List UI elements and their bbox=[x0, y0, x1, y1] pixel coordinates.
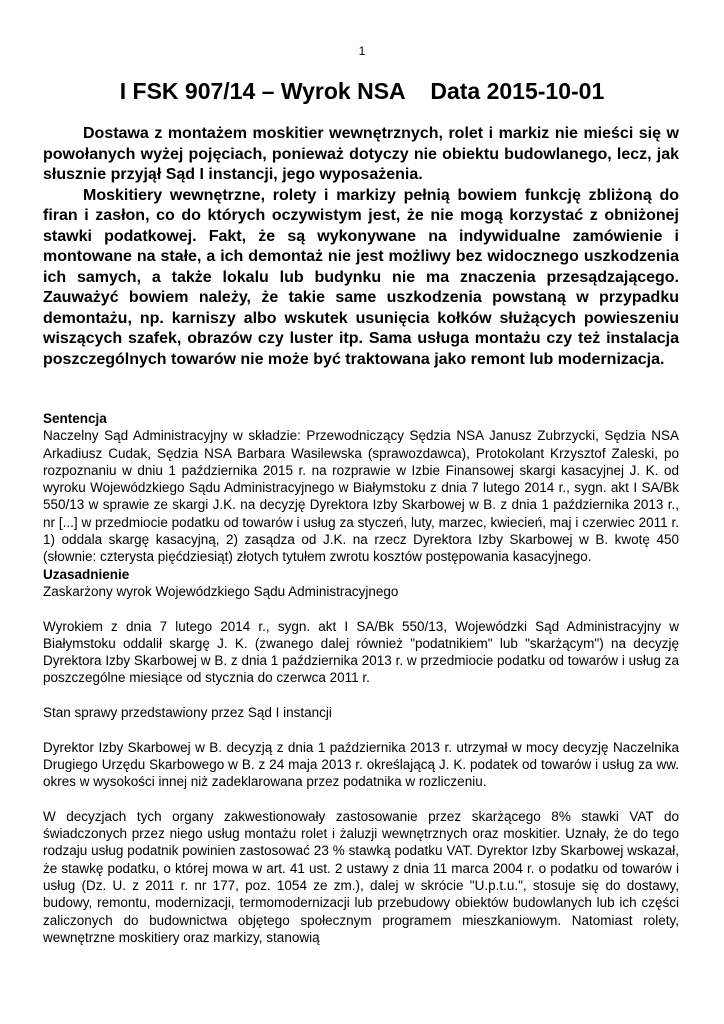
page-number: 1 bbox=[358, 44, 366, 58]
summary-paragraph: Dostawa z montażem moskitier wewnętrznych, rolet i markiz nie mieści się w powołanych wyżej pojęciach, ponieważ dotyczy nie obiektu budowlanego, lecz, jak słusznie przyjął Sąd I instancji, jego wyposażenia. bbox=[43, 125, 679, 183]
summary-paragraph: Moskitiery wewnętrzne, rolety i markizy pełnią bowiem funkcję zbliżoną do firan i zasłon, co do których oczywistym jest, że nie mogą korzystać z obniżonej stawki podatkowej. Fakt, że są wykonywane na indywidualne zamówienie i montowane na stałe, a ich demontaż nie jest możliwy bez widocznego uszkodzenia ich samych, a także lokalu lub budynku nie ma znaczenia przesądzającego. Zauważyć bowiem należy, że takie same uszkodzenia powstaną w przypadku demontażu, np. karniszy albo wskutek usunięcia kołków służących powieszeniu wiszących szafek, obrazów czy luster itp. Sama usługa montażu czy też instalacja poszczególnych towarów nie może być traktowana jako remont lub modernizacja. bbox=[43, 186, 679, 368]
judgment-body bbox=[43, 410, 679, 946]
uzasadnienie-paragraph: Dyrektor Izby Skarbowej w B. decyzją z dnia 1 października 2013 r. utrzymał w mocy decyzję Naczelnika Drugiego Urzędu Skarbowego w B. z 24 maja 2013 r. określającą J. K. podatek od towarów i usług za ww. okres w wysokości innej niż zadeklarowana przez podatnika w rozliczeniu. bbox=[43, 739, 679, 790]
sentencja-text: Naczelny Sąd Administracyjny w składzie: Przewodniczący Sędzia NSA Janusz Zubrzycki, Sędzia NSA Arkadiusz Cudak, Sędzia NSA Barbara Wasilewska (sprawozdawca), Protokolant Krzysztof Zaleski, po rozpoznaniu w dniu 1 października 2015 r. na rozprawie w Izbie Finansowej skargi kasacyjnej J. K. od wyroku Wojewódzkiego Sądu Administracyjnego w Białymstoku z dnia 7 lutego 2014 r., sygn. akt I SA/Bk 550/13 w sprawie ze skargi J.K. na decyzję Dyrektora Izby Skarbowej w B. z dnia 1 października 2013 r., nr [...] w przedmiocie podatku od towarów i usług za styczeń, luty, marzec, kwiecień, maj i czerwiec 2011 r. 1) oddala skargę kasacyjną, 2) zasądza od J.K. na rzecz Dyrektora Izby Skarbowej w B. kwotę 450 (słownie: czterysta pięćdziesiąt) złotych tytułem zwrotu kosztów postępowania kasacyjnego. bbox=[43, 428, 679, 565]
summary-block bbox=[43, 124, 679, 370]
page-title: I FSK 907/14 – Wyrok NSA Data 2015-10-01 bbox=[119, 78, 605, 104]
uzasadnienie-paragraph: W decyzjach tych organy zakwestionowały zastosowanie przez skarżącego 8% stawki VAT do świadczonych przez niego usług montażu rolet i żaluzji wewnętrznych oraz moskitier. Uznały, że do tego rodzaju usług podatnik powinien zastosować 23 % stawką podatku VAT. Dyrektor Izby Skarbowej wskazał, że stawkę podatku, o której mowa w art. 41 ust. 2 ustawy z dnia 11 marca 2004 r. o podatku od towarów i usług (Dz. U. z 2011 r. nr 177, poz. 1054 ze zm.), dalej w skrócie "U.p.t.u.", stosuje się do dostawy, budowy, remontu, modernizacji, termomodernizacji lub przebudowy obiektów budowlanych lub ich części zaliczonych do budownictwa objętego społecznym programem mieszkaniowym. Natomiast rolety, wewnętrzne moskitiery oraz markizy, stanowią bbox=[43, 808, 679, 945]
uzasadnienie-heading: Uzasadnienie bbox=[43, 566, 130, 582]
uzasadnienie-paragraph: Wyrokiem z dnia 7 lutego 2014 r., sygn. akt I SA/Bk 550/13, Wojewódzki Sąd Administracyjny w Białymstoku oddalił skargę J. K. (zwanego dalej również "podatnikiem" lub "skarżącym") na decyzję Dyrektora Izby Skarbowej w B. z dnia 1 października 2013 r. w przedmiocie podatku od towarów i usług za poszczególne miesiące od stycznia do czerwca 2011 r. bbox=[43, 618, 679, 686]
uzasadnienie-subheading: Stan sprawy przedstawiony przez Sąd I instancji bbox=[43, 705, 332, 721]
uzasadnienie-subheading: Zaskarżony wyrok Wojewódzkiego Sądu Administracyjnego bbox=[43, 583, 399, 599]
sentencja-heading: Sentencja bbox=[43, 411, 107, 426]
